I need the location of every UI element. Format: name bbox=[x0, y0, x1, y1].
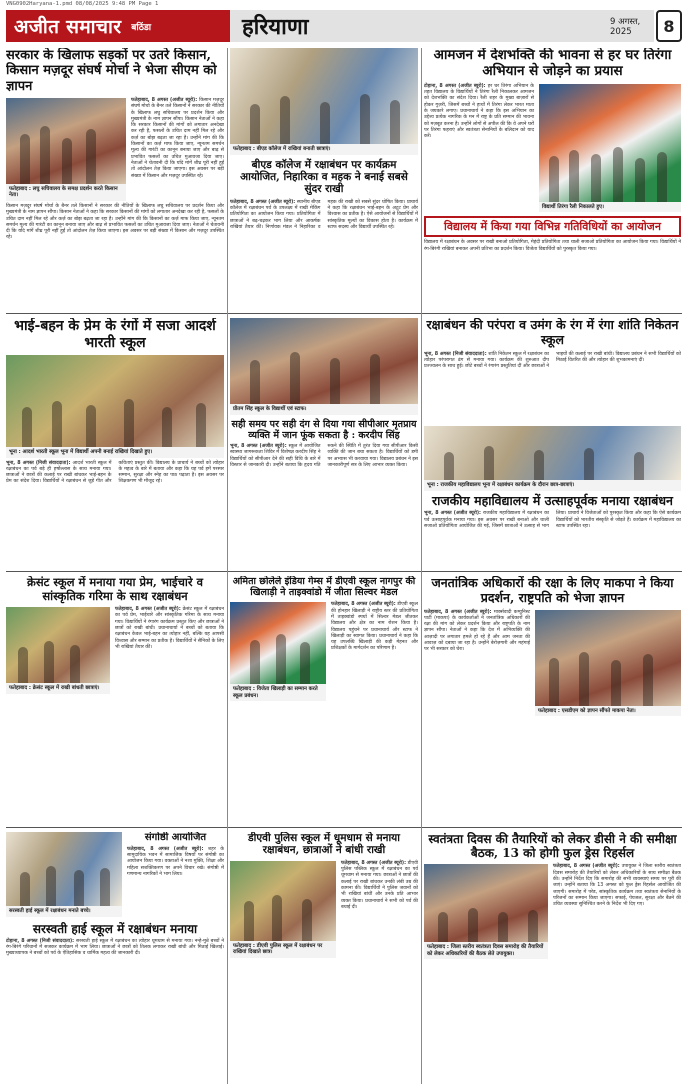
headline: स्वतंत्रता दिवस की तैयारियों को लेकर डीसी ने की समीक्षा बैठक, 13 को होगी फुल ड्रेस रिहर्सल bbox=[428, 832, 677, 861]
photo-caption: सरस्वती हाई स्कूल में रक्षाबंधन मनाते बच्चे। bbox=[6, 906, 122, 917]
column-rule bbox=[227, 48, 228, 1084]
news-photo bbox=[230, 318, 418, 404]
news-photo bbox=[539, 84, 681, 202]
story-body: सरस्वती हाई स्कूल में रक्षाबंधन का त्योहार धूमधाम से मनाया गया। नन्हे-मुन्ने बच्चों ने रंग-बिरंगे परिधानों में सजकर कार्यक्रम में भाग लिया। छात्राओं ने छात्रों को तिलक लगाकर राखी बांधी और मिठाई खिलाई। मुख्याध्यापक ने बच्चों को पर्व के ऐतिहासिक व धार्मिक महत्व की जानकारी दी। bbox=[6, 938, 224, 957]
photo-caption: फतेहाबाद : डीएवी पुलिस स्कूल में रक्षाबंधन पर राखियां दिखाते छात्र। bbox=[230, 941, 336, 958]
dateline: टोहाना, 8 अगस्त (अजीत ब्यूरो): bbox=[424, 83, 486, 89]
story-govt-college bbox=[424, 426, 681, 568]
divider bbox=[6, 571, 682, 572]
news-photo bbox=[6, 355, 224, 447]
story-body: स्थानीय बीएड कॉलेज में रक्षाबंधन पर्व के उपलक्ष्य में राखी मेकिंग प्रतियोगिता का आयोजन किया गया। प्रतियोगिता में छात्राओं ने बढ़-चढ़कर भाग लिया और आकर्षक राखियां तैयार कीं। निर्णायक मंडल ने निहारिका व महक की राखी को सबसे सुंदर घोषित किया। प्राचार्य ने कहा कि रक्षाबंधन भाई-बहन के अटूट प्रेम और विश्वास का प्रतीक है। ऐसे आयोजनों से विद्यार्थियों में सांस्कृतिक मूल्यों का विकास होता है। कार्यक्रम में स्टाफ सदस्य और विद्यार्थी उपस्थित रहे। bbox=[230, 199, 418, 230]
news-photo bbox=[230, 602, 326, 684]
dateline: भूना, 8 अगस्त (निजी संवाददाता): bbox=[6, 460, 71, 466]
headline: अमिता छोलेले इंडिया गेम्स में डीएवी स्कूल नागपुर की खिलाड़ी ने ताइक्वांडो में जीता सिल्वर मेडल bbox=[232, 576, 416, 599]
dateline: फतेहाबाद, 8 अगस्त (अजीत ब्यूरो): bbox=[553, 864, 620, 870]
story-body: किसान मज़दूर संघर्ष मोर्चा के बैनर तले किसानों ने सरकार की नीतियों के खिलाफ लघु सचिवालय पर प्रदर्शन किया और मुख्यमंत्री के नाम ज्ञापन सौंपा। किसान नेताओं ने कहा कि सरकार किसानों की मांगों को लगातार अनदेखा कर रही है, फसलों के उचित दाम नहीं मिल रहे और कर्ज़ का बोझ बढ़ता जा रहा है। उन्होंने मांग की कि किसानों का कर्ज़ माफ किया जाए, न्यूनतम समर्थन मूल्य की गारंटी का कानून बनाया जाए और बाढ़ से प्रभावित फसलों का उचित मुआवजा दिया जाए। नेताओं ने चेतावनी दी कि यदि मांगें शीघ्र पूरी नहीं हुईं तो आंदोलन तेज़ किया जाएगा। इस अवसर पर बड़ी संख्या में किसान और मज़दूर उपस्थित रहे। bbox=[131, 97, 224, 179]
story-body: मार्क्सवादी कम्युनिस्ट पार्टी (माकपा) के कार्यकर्ताओं ने जनतांत्रिक अधिकारों की रक्षा की मांग को लेकर प्रदर्शन किया और राष्ट्रपति के नाम ज्ञापन सौंपा। नेताओं ने कहा कि देश में अभिव्यक्ति की आज़ादी पर लगातार हमले हो रहे हैं और आम जनता की आवाज़ को दबाया जा रहा है। उन्होंने बेरोज़गारी और महंगाई पर भी सरकार को घेरा। bbox=[424, 609, 530, 653]
dateline: फतेहाबाद, 8 अगस्त (अजीत ब्यूरो): bbox=[331, 602, 396, 608]
dateline: फतेहाबाद, 8 अगस्त (अजीत ब्यूरो): bbox=[131, 97, 198, 103]
headline: भाई-बहन के प्रेम के रंगों में सजा आदर्श भारती स्कूल bbox=[14, 318, 216, 351]
dateline: भूना, 8 अगस्त (निजी संवाददाता): bbox=[424, 351, 487, 357]
photo-caption: फतेहाबाद : जिला स्तरीय स्वतंत्रता दिवस समारोह की तैयारियों को लेकर अधिकारियों की बैठक लेते उपायुक्त। bbox=[424, 942, 548, 959]
dateline: फतेहाबाद, 8 अगस्त (अजीत ब्यूरो): bbox=[341, 860, 407, 866]
story-body-continued: किसान मज़दूर संघर्ष मोर्चा के बैनर तले किसानों ने सरकार की नीतियों के खिलाफ लघु सचिवालय पर प्रदर्शन किया और मुख्यमंत्री के नाम ज्ञापन सौंपा। किसान नेताओं ने कहा कि सरकार किसानों की मांगों को लगातार अनदेखा कर रही है, फसलों के उचित दाम नहीं मिल रहे और कर्ज़ का बोझ बढ़ता जा रहा है। उन्होंने मांग की कि किसानों का कर्ज़ माफ किया जाए, न्यूनतम समर्थन मूल्य की गारंटी का कानून बनाया जाए और बाढ़ से प्रभावित फसलों का उचित मुआवजा दिया जाए। नेताओं ने चेतावनी दी कि यदि मांगें शीघ्र पूरी नहीं हुईं तो आंदोलन तेज़ किया जाएगा। इस अवसर पर बड़ी संख्या में किसान और मज़दूर उपस्थित रहे। bbox=[6, 203, 224, 241]
headline: संगोष्ठी आयोजित bbox=[144, 832, 207, 843]
story-makpa bbox=[424, 576, 681, 824]
story-body: डीएवी स्कूल की होनहार खिलाड़ी ने राष्ट्रीय स्तर की प्रतियोगिता में ताइक्वांडो स्पर्धा में सिल्वर मेडल जीतकर विद्यालय और क्षेत्र का नाम रोशन किया है। विद्यालय पहुंचने पर प्रधानाचार्य और स्टाफ ने खिलाड़ी का स्वागत किया। प्रधानाचार्य ने कहा कि यह उपलब्धि खिलाड़ी की कड़ी मेहनत और प्रशिक्षकों के मार्गदर्शन का परिणाम है। bbox=[331, 602, 418, 652]
story-body: शांति निकेतन स्कूल में रक्षाबंधन का त्योहार परंपरागत ढंग से मनाया गया। कार्यक्रम की शुरुआत दीप प्रज्ज्वलन के साथ हुई। छोटे बच्चों ने रंगारंग प्रस्तुतियां दीं और छात्राओं ने भाइयों की कलाई पर राखी बांधी। विद्यालय प्रबंधन ने सभी विद्यार्थियों को मिठाई वितरित की और त्योहार की शुभकामनाएं दीं। bbox=[424, 351, 681, 370]
headline: सरस्वती हाई स्कूल में रक्षाबंधन मनाया bbox=[32, 921, 198, 936]
story-cpr bbox=[230, 318, 418, 568]
story-sangoshthi bbox=[127, 832, 224, 917]
news-photo bbox=[6, 607, 110, 683]
news-photo bbox=[6, 98, 126, 184]
dateline: भूना, 8 अगस्त (अजीत ब्यूरो): bbox=[424, 511, 481, 517]
divider bbox=[6, 313, 682, 314]
story-bed-college bbox=[230, 48, 418, 310]
news-photo bbox=[6, 832, 122, 906]
photo-caption: फतेहाबाद : एसडीएम को ज्ञापन सौंपते माकपा नेता। bbox=[535, 706, 681, 717]
headline: डीएवी पुलिस स्कूल में धूमधाम से मनाया रक्षाबंधन, छात्राओं ने बांधी राखी bbox=[247, 832, 400, 857]
photo-caption: भूना : आदर्श भारती स्कूल भूना में विद्यार्थी अपनी बनाई राखियां दिखाते हुए। bbox=[6, 447, 224, 458]
story-bharti-school bbox=[6, 318, 224, 568]
section-band bbox=[230, 10, 610, 42]
headline: क्रेसंट स्कूल में मनाया गया प्रेम, भाईचारे व सांस्कृतिक गरिमा के साथ रक्षाबंधन bbox=[27, 576, 203, 603]
headline: रक्षाबंधन की परंपरा व उमंग के रंग में रंगा शांति निकेतन स्कूल bbox=[426, 318, 679, 347]
photo-caption: फतेहाबाद : क्रेसंट स्कूल में राखी बांधती छात्राएं। bbox=[6, 683, 110, 694]
headline: जनतांत्रिक अधिकारों की रक्षा के लिए माकपा ने किया प्रदर्शन, राष्ट्रपति को भेजा ज्ञापन bbox=[431, 576, 674, 605]
headline: सरकार के खिलाफ सड़कों पर उतरे किसान, किसान मज़दूर संघर्ष मोर्चा ने भेजा सीएम को ज्ञापन bbox=[6, 48, 217, 94]
photo-caption: प्रीतम सिंह स्कूल के विद्यार्थी एवं स्टाफ। bbox=[230, 404, 418, 415]
story-shanti-niketan bbox=[424, 318, 681, 422]
news-photo bbox=[424, 864, 548, 942]
story-dav-taekwondo bbox=[230, 576, 418, 824]
divider bbox=[6, 827, 682, 828]
photo-caption: फतेहाबाद : लघु सचिवालय के समक्ष प्रदर्शन करते किसान नेता। bbox=[6, 184, 126, 201]
story-body: स्कूल में आयोजित स्वास्थ्य जागरूकता शिविर में विशेषज्ञ करदीप सिंह ने विद्यार्थियों को सीपीआर देने की सही विधि के बारे में विस्तार से जानकारी दी। उन्होंने बताया कि हृदय गति रुकने की स्थिति में तुरंत दिया गया सीपीआर किसी व्यक्ति की जान बचा सकता है। विद्यार्थियों को डमी पर अभ्यास भी करवाया गया। विद्यालय प्रबंधन ने इस जानकारीपूर्ण सत्र के लिए आभार व्यक्त किया। bbox=[230, 443, 418, 468]
column-rule bbox=[421, 48, 422, 1084]
headline: सही समय पर सही दंग से दिया गया सीपीआर मृतप्राय व्यक्ति में जान फूंक सकता है : करदीप सिंह bbox=[231, 418, 417, 441]
news-photo bbox=[230, 861, 336, 941]
story-body: आदर्श भारती स्कूल में रक्षाबंधन का पर्व बड़े ही हर्षोल्लास के साथ मनाया गया। छात्राओं ने छात्रों की कलाई पर राखी बांधकर भाई-बहन के प्रेम का संदेश दिया। विद्यार्थियों ने रक्षाबंधन से जुड़े गीत और कविताएं प्रस्तुत कीं। विद्यालय के प्राचार्य ने बच्चों को त्योहार के महत्व के बारे में बताया और कहा कि यह पर्व हमें परस्पर सम्मान, सुरक्षा और स्नेह का पाठ पढ़ाता है। इस अवसर पर शिक्षकगण भी मौजूद रहे। bbox=[6, 460, 224, 485]
masthead bbox=[6, 10, 682, 42]
headline: आमजन में देशभक्ति की भावना से हर घर तिरंगा अभियान से जोड़ने का प्रयास bbox=[433, 48, 672, 79]
dateline: फतेहाबाद, 8 अगस्त (अजीत ब्यूरो): bbox=[424, 609, 492, 615]
story-body: हर घर तिरंगा अभियान के तहत विद्यालय के विद्यार्थियों ने तिरंगा रैली निकालकर आमजन को देशभक्ति का संदेश दिया। रैली शहर के मुख्य बाज़ारों से होकर गुज़री, जिसमें बच्चों ने हाथों में तिरंगा लेकर भारत माता के जयकारे लगाए। प्रधानाचार्य ने कहा कि इस अभियान का उद्देश्य प्रत्येक नागरिक के मन में राष्ट्र के प्रति सम्मान की भावना को मज़बूत करना है। उन्होंने लोगों से अपील की कि वे अपने घरों पर तिरंगा फहराएं और स्वतंत्रता सेनानियों के बलिदान को याद करें। bbox=[424, 83, 534, 140]
story-tiranga bbox=[424, 48, 681, 310]
print-slug: VNG0902Haryana-1.pmd 08/08/2025 9:48 PM Page 1 bbox=[6, 1, 159, 7]
page-number: 8 bbox=[656, 10, 682, 42]
headline: बीएड कॉलेज में रक्षाबंधन पर कार्यक्रम आयोजित, निहारिका व महक ने बनाई सबसे सुंदर राखी bbox=[240, 158, 408, 196]
story-independence-day bbox=[424, 832, 681, 1084]
photo-caption: भूना : राजकीय महाविद्यालय भूना में रक्षाबंधन कार्यक्रम के दौरान छात्र-छात्राएं। bbox=[424, 480, 681, 491]
headline: राजकीय महाविद्यालय में उत्साहपूर्वक मनाया रक्षाबंधन bbox=[432, 492, 673, 508]
dateline: फतेहाबाद, 8 अगस्त (अजीत ब्यूरो): bbox=[230, 199, 296, 205]
story-saraswati-school bbox=[6, 832, 224, 1084]
dateline: फतेहाबाद, 8 अगस्त (अजीत ब्यूरो): bbox=[127, 846, 204, 852]
news-photo bbox=[535, 610, 681, 706]
photo-caption: फतेहाबाद : बीएड कॉलेज में राखियां बनाती छात्राएं। bbox=[230, 144, 418, 155]
photo-caption: विद्यार्थी तिरंगा रैली निकालते हुए। bbox=[539, 202, 681, 213]
story-dav-police bbox=[230, 832, 418, 1084]
story-body: क्रेसंट स्कूल में रक्षाबंधन का पर्व प्रेम, भाईचारे और सांस्कृतिक गरिमा के साथ मनाया गया। विद्यार्थियों ने रंगारंग कार्यक्रम प्रस्तुत किए और छात्राओं ने छात्रों को राखी बांधी। प्रधानाचार्या ने बच्चों को बताया कि रक्षाबंधन केवल भाई-बहन का त्योहार नहीं, बल्कि यह आपसी विश्वास और सम्मान का प्रतीक है। विद्यार्थियों ने सैनिकों के लिए भी राखियां तैयार कीं। bbox=[115, 607, 224, 650]
dateline: फतेहाबाद, 8 अगस्त (अजीत ब्यूरो): bbox=[115, 607, 181, 613]
edition-name: बठिंडा bbox=[131, 22, 152, 33]
dateline: टोहाना, 8 अगस्त (निजी संवाददाता): bbox=[6, 938, 75, 944]
news-photo bbox=[424, 426, 681, 480]
section-title: हरियाणा bbox=[242, 14, 309, 40]
story-crescent-school bbox=[6, 576, 224, 824]
boxed-headline: विद्यालय में किया गया विभिन्न गतिविधियों का आयोजन bbox=[424, 216, 681, 237]
story-body: डीएवी पुलिस पब्लिक स्कूल में रक्षाबंधन का पर्व धूमधाम से मनाया गया। छात्राओं ने छात्रों की कलाई पर राखी बांधकर उनकी लंबी उम्र की कामना की। विद्यार्थियों ने पुलिस जवानों को भी राखियां बांधीं और उनके प्रति आभार व्यक्त किया। प्रधानाचार्य ने सभी को पर्व की बधाई दी। bbox=[341, 860, 418, 910]
issue-date: 9 अगस्त, 2025 bbox=[610, 10, 654, 42]
dateline: भूना, 8 अगस्त (अजीत ब्यूरो): bbox=[230, 443, 287, 449]
story-body: शहर के सामुदायिक भवन में सामाजिक विषयों पर संगोष्ठी का आयोजन किया गया। वक्ताओं ने नशा मुक्ति, शिक्षा और महिला सशक्तिकरण पर अपने विचार रखे। संगोष्ठी में गणमान्य नागरिकों ने भाग लिया। bbox=[127, 846, 224, 877]
story-body: राजकीय महाविद्यालय में रक्षाबंधन का पर्व उत्साहपूर्वक मनाया गया। इस अवसर पर राखी बनाओ और थाली सजाओ प्रतियोगिता आयोजित की गई, जिसमें छात्राओं ने उत्साह से भाग लिया। प्राचार्य ने विजेताओं को पुरस्कृत किया और कहा कि ऐसे कार्यक्रम विद्यार्थियों को भारतीय संस्कृति से जोड़ते हैं। कार्यक्रम में महाविद्यालय का स्टाफ उपस्थित रहा। bbox=[424, 511, 681, 529]
story-kisan bbox=[6, 48, 224, 310]
story-body: उपायुक्त ने जिला स्तरीय स्वतंत्रता दिवस समारोह की तैयारियों को लेकर अधिकारियों के साथ समीक्षा बैठक की। उन्होंने निर्देश दिए कि समारोह की सभी व्यवस्थाएं समय पर पूरी की जाएं। उन्होंने बताया कि 13 अगस्त को फुल ड्रेस रिहर्सल आयोजित की जाएगी। समारोह में परेड, सांस्कृतिक कार्यक्रम तथा स्वतंत्रता सेनानियों के परिजनों का सम्मान किया जाएगा। सफाई, पेयजल, सुरक्षा और बैठने की उचित व्यवस्था सुनिश्चित करने के निर्देश भी दिए गए। bbox=[553, 864, 681, 908]
photo-caption: फतेहाबाद : विजेता खिलाड़ी का सम्मान करते स्कूल प्रबंधन। bbox=[230, 684, 326, 701]
news-photo bbox=[230, 48, 418, 144]
story-body: विद्यालय में रक्षाबंधन के अवसर पर राखी बनाओ प्रतियोगिता, मेहंदी प्रतियोगिता तथा थाली सजाओ प्रतियोगिता का आयोजन किया गया। विद्यार्थियों ने रंग-बिरंगी राखियां बनाकर अपनी प्रतिभा का प्रदर्शन किया। विजेता विद्यार्थियों को पुरस्कृत किया गया। bbox=[424, 240, 681, 252]
masthead-brand bbox=[6, 10, 230, 42]
paper-name: अजीत समाचार bbox=[14, 16, 122, 38]
